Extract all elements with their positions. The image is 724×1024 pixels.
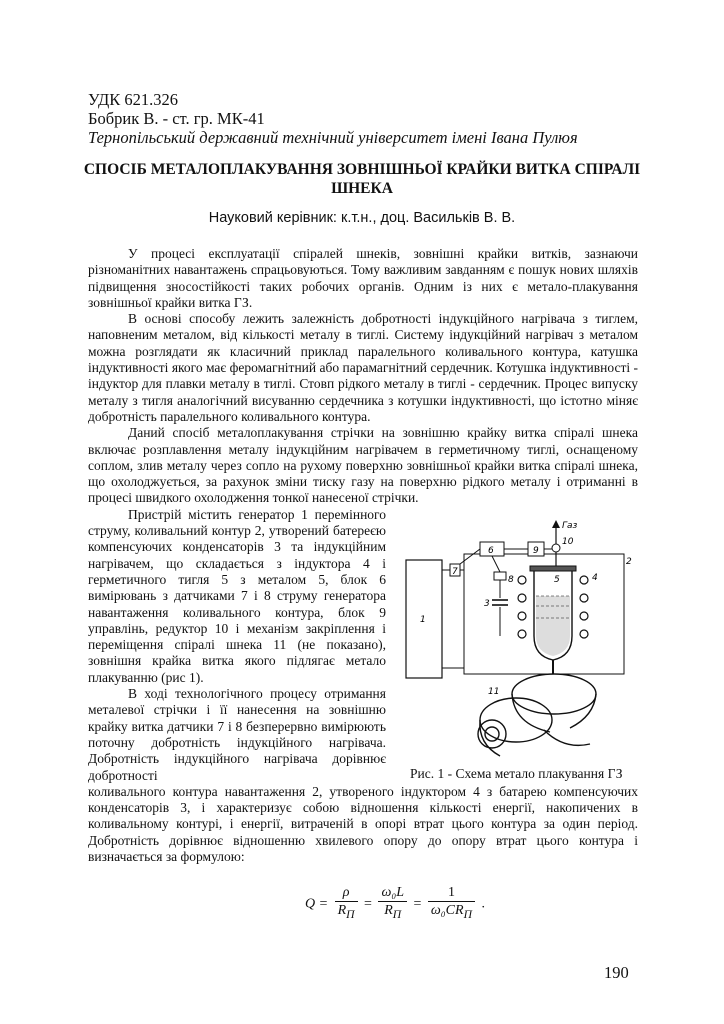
label-2: 2 (626, 557, 632, 567)
fraction-3-denominator (428, 902, 475, 924)
formula-lhs: Q = (305, 896, 329, 912)
affiliation-line: Тернопільський державний технічний університет імені Івана Пулюя (88, 128, 578, 147)
sensor-8 (494, 572, 506, 580)
fraction-3 (428, 885, 475, 924)
formula-end: . (481, 896, 485, 912)
author-line: Бобрик В. - ст. гр. МК-41 (88, 109, 265, 128)
label-5: 5 (554, 575, 560, 585)
paragraph-3: Даний спосіб металоплакування стрічки на зовнішню крайку витка спіралі шнека включає розплавлення металу індукційним нагрівачем в герметичному тиглі, оснащеному соплом, злив металу через сопло на рухому поверхню зовнішньої крайки витка спіралі шнека, що охолоджується, за рахунок зміни тиску газу на поверхню рідкого металу і отриманні в процесі швидкого охолодження тонкої нанесеної стрічки. (88, 425, 638, 506)
fraction-2 (378, 885, 407, 924)
paragraph-1: У процесі експлуатації спіралей шнеків, зовнішні крайки витків, зазнаючи різноманітних навантажень спрацьовуються. Тому важливим завданням є пошук нових шляхів підвищення зносостійкості таких робочих органів. Одним із них є метало-плакування зовнішньої крайки витка ГЗ. (88, 246, 638, 310)
label-11: 11 (488, 687, 500, 697)
paragraph-5: В ході технологічного процесу отримання металевої стрічки і її нанесення на зовнішню крайку витка датчики 7 і 8 безперервно вимірюють поточну добротність індукційного нагрівача. Добротність індукційного нагрівача дорівнює добротності (88, 686, 386, 783)
udk-code: УДК 621.326 (88, 90, 179, 109)
f3-den-text: ω₀CR (430, 903, 464, 918)
fraction-2-denominator (378, 902, 407, 924)
equals-2: = (413, 896, 422, 912)
f2-den-sub: П (392, 907, 402, 921)
molten-metal (536, 596, 570, 656)
reducer-valve (552, 544, 560, 552)
quality-factor-formula (305, 885, 485, 924)
fraction-1-denominator (335, 902, 358, 924)
crucible-lid (530, 566, 576, 571)
figure-caption: Рис. 1 - Схема метало плакування ГЗ (410, 766, 623, 781)
scheme-diagram (404, 518, 638, 764)
advisor-line: Науковий керівник: к.т.н., доц. Васильків В. В. (208, 210, 516, 226)
label-gas: Газ (562, 521, 578, 531)
f2-den-text: R (384, 903, 393, 918)
label-10: 10 (562, 537, 574, 547)
paragraph-2: В основі способу лежить залежність добротності індукційного нагрівача з тиглем, наповненим металом, від кількості металу в тиглі. Систему індукційний нагрівач з металом можна розглядати як класичний приклад паралельного коливального контура, катушка індуктивності якого має феромагнітний або парамагнітний сердечник. Котушка індуктивності - індуктор для плавки металу в тиглі. Стовп рідкого металу в тиглі - сердечник. Процес випуску металу з тигля аналогічний висуванню сердечника з котушки індуктивності, що істотно міняє добротність паралельного коливального контура. (88, 311, 638, 424)
label-3: 3 (484, 599, 490, 609)
fraction-2-numerator: ω₀L (378, 885, 407, 902)
label-1: 1 (420, 615, 426, 625)
fraction-3-numerator: 1 (428, 885, 475, 902)
fraction-1-numerator: ρ (335, 885, 358, 902)
page-number: 190 (604, 963, 629, 982)
label-6: 6 (488, 546, 494, 556)
paper-title: СПОСІБ МЕТАЛОПЛАКУВАННЯ ЗОВНІШНЬОЇ КРАЙКИ ВИТКА СПІРАЛІ ШНЕКА (83, 161, 641, 197)
label-8: 8 (508, 575, 514, 585)
label-9: 9 (533, 546, 539, 556)
f1-den-sub: П (346, 907, 355, 921)
f1-den-text: R (337, 903, 347, 918)
label-4: 4 (592, 573, 598, 583)
label-7: 7 (452, 567, 458, 577)
equals-1: = (364, 896, 372, 912)
fraction-1 (335, 885, 358, 924)
f3-den-sub: П (463, 907, 472, 921)
paragraph-4: Пристрій містить генератор 1 перемінного струму, коливальний контур 2, утворений батереєю компенсуючих конденсаторів 3 та індукційним нагрівачем, що складається з індуктора 4 і герметичного тигля 5 з металом 5, блок 6 вимірювань з датчиками 7 і 8 струму генератора навантаження коливального контура, блок 9 управлінь, редуктор 10 і механізм закріплення і переміщення спіралі шнека 11 (не показано), зовнішня крайка витка якого підлягає метало плакуванню (рис 1). (88, 506, 386, 685)
left-column (88, 507, 386, 784)
figure-scheme (404, 518, 638, 764)
paragraph-6: коливального контура навантаження 2, утвореного індуктором 4 з батарею компенсуючих конденсаторів 3, і характеризує собою відношення кількості енергії, накопичених в коливальному контурі, і енергії, витраченій в опорі втрат цього контура за один період. Добротність дорівнює відношенню хвилевого опору до опору втрат цього контура і визначається за формулою: (88, 783, 638, 864)
